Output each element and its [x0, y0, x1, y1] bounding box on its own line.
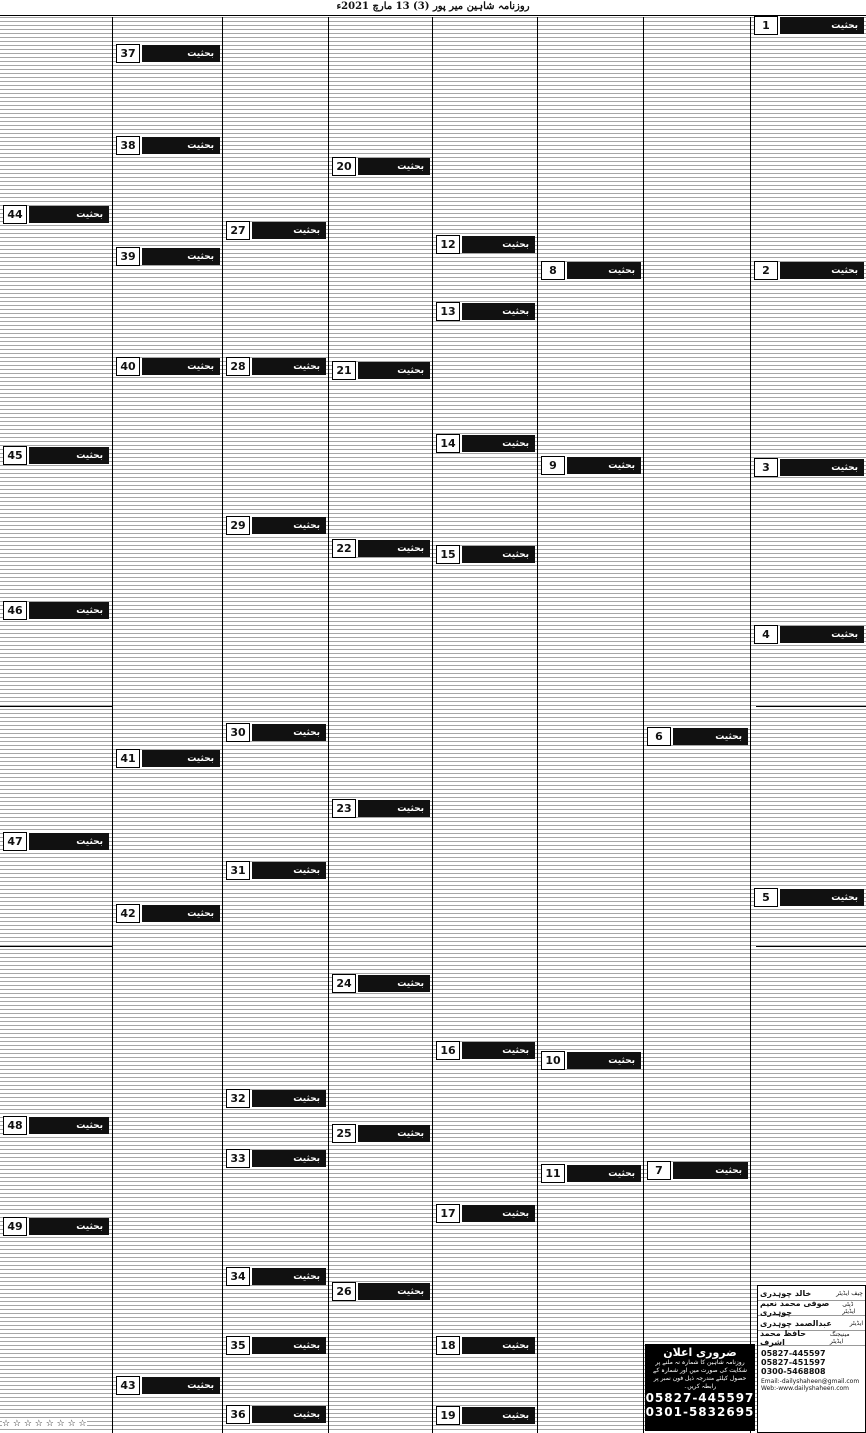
notice-box: [645, 1344, 755, 1431]
ad-box-bar: [462, 1407, 535, 1424]
ad-box-bar: [358, 540, 430, 557]
ad-box-8: [541, 262, 641, 279]
ad-box-bar: [358, 1125, 430, 1142]
column-1: [0, 17, 112, 1433]
phone-1: 05827-445597: [761, 1349, 826, 1358]
column-text: [329, 17, 433, 1433]
notice-title: ضروری اعلان: [663, 1346, 737, 1359]
ad-box-number: 25: [332, 1124, 356, 1143]
ad-box-bar: [462, 435, 535, 452]
ad-box-bar: [462, 1042, 535, 1059]
column-6: [537, 17, 644, 1433]
ad-box-number: 2: [754, 261, 778, 280]
ad-box-bar: [29, 1218, 109, 1235]
ad-box-bar: [142, 45, 220, 62]
ad-box-label: بحثیت: [76, 209, 103, 220]
ad-box-bar: [462, 303, 535, 320]
ad-box-label: بحثیت: [293, 225, 320, 236]
ad-box-label: بحثیت: [187, 251, 214, 262]
ad-box-label: بحثیت: [502, 239, 529, 250]
column-5: [432, 17, 538, 1433]
column-3: [222, 17, 329, 1433]
ad-box-number: 32: [226, 1089, 250, 1108]
ad-box-label: بحثیت: [187, 1380, 214, 1391]
ad-box-number: 39: [116, 247, 140, 266]
ad-box-number: 48: [3, 1116, 27, 1135]
deputy-role: ڈپٹی ایڈیٹر: [842, 1301, 856, 1315]
web-text: Web:-www.dailyshaheen.com: [761, 1385, 850, 1392]
ad-box-label: بحثیت: [76, 1120, 103, 1131]
ad-box-bar: [358, 158, 430, 175]
ad-box-number: 21: [332, 361, 356, 380]
ad-box-17: [436, 1205, 535, 1222]
ad-box-label: بحثیت: [831, 265, 858, 276]
ad-box-label: بحثیت: [76, 450, 103, 461]
ad-box-number: 4: [754, 625, 778, 644]
notice-phone-2: 0301-5832695: [645, 1405, 755, 1419]
ad-box-bar: [142, 137, 220, 154]
ad-box-number: 9: [541, 456, 565, 475]
section-divider: [756, 946, 866, 947]
ad-box-20: [332, 158, 430, 175]
deputy-name: صوفی محمد نعیم چوہدری: [760, 1299, 830, 1317]
column-text: [113, 17, 223, 1433]
ad-box-1: [754, 17, 864, 34]
ad-box-label: بحثیت: [187, 140, 214, 151]
ad-box-26: [332, 1283, 430, 1300]
ad-box-bar: [252, 1090, 326, 1107]
ad-box-27: [226, 222, 326, 239]
phone-2: 05827-451597: [761, 1358, 826, 1367]
ad-box-label: بحثیت: [502, 1340, 529, 1351]
ad-box-label: بحثیت: [397, 1128, 424, 1139]
ad-box-label: بحثیت: [187, 753, 214, 764]
ad-box-number: 36: [226, 1405, 250, 1424]
ad-box-6: [647, 728, 748, 745]
ad-box-label: بحثیت: [397, 803, 424, 814]
phone-3: 0300-5468808: [761, 1367, 826, 1376]
ad-box-13: [436, 303, 535, 320]
ad-box-label: بحثیت: [397, 978, 424, 989]
column-text: [538, 17, 644, 1433]
ad-box-label: بحثیت: [397, 365, 424, 376]
ad-box-number: 28: [226, 357, 250, 376]
section-divider: [756, 706, 866, 707]
ad-box-45: [3, 447, 109, 464]
ad-box-number: 31: [226, 861, 250, 880]
ad-box-bar: [780, 459, 864, 476]
ad-box-bar: [29, 602, 109, 619]
ad-box-bar: [252, 1406, 326, 1423]
ad-box-number: 14: [436, 434, 460, 453]
ad-box-22: [332, 540, 430, 557]
column-text: [644, 17, 751, 1433]
ad-box-bar: [567, 262, 641, 279]
ad-box-bar: [462, 546, 535, 563]
ad-box-bar: [462, 1205, 535, 1222]
ad-box-33: [226, 1150, 326, 1167]
notice-phone-1: 05827-445597: [645, 1391, 755, 1405]
ad-box-19: [436, 1407, 535, 1424]
ad-box-5: [754, 889, 864, 906]
ad-box-34: [226, 1268, 326, 1285]
column-8: [750, 17, 866, 1433]
ad-box-number: 13: [436, 302, 460, 321]
ad-box-41: [116, 750, 220, 767]
ad-box-label: بحثیت: [187, 908, 214, 919]
ad-box-number: 42: [116, 904, 140, 923]
ad-box-bar: [142, 358, 220, 375]
ad-box-29: [226, 517, 326, 534]
ad-box-label: بحثیت: [293, 1409, 320, 1420]
ad-box-number: 30: [226, 723, 250, 742]
imprint-box: [757, 1285, 866, 1433]
ad-box-number: 16: [436, 1041, 460, 1060]
email-text: Email:-dailyshaheen@gmail.com: [761, 1378, 860, 1385]
ad-box-48: [3, 1117, 109, 1134]
ad-box-10: [541, 1052, 641, 1069]
ad-box-label: بحثیت: [293, 1271, 320, 1282]
ad-box-15: [436, 546, 535, 563]
ad-box-2: [754, 262, 864, 279]
ad-box-number: 33: [226, 1149, 250, 1168]
ad-box-label: بحثیت: [608, 1055, 635, 1066]
ad-box-number: 40: [116, 357, 140, 376]
ad-box-bar: [252, 724, 326, 741]
ad-box-number: 11: [541, 1164, 565, 1183]
ad-box-bar: [780, 262, 864, 279]
ad-box-bar: [29, 1117, 109, 1134]
ad-box-bar: [29, 206, 109, 223]
ad-box-49: [3, 1218, 109, 1235]
ad-box-number: 34: [226, 1267, 250, 1286]
column-4: [328, 17, 433, 1433]
ad-box-bar: [252, 517, 326, 534]
manager-name: حافظ محمد اشرف: [760, 1329, 807, 1347]
ad-box-16: [436, 1042, 535, 1059]
ad-box-number: 26: [332, 1282, 356, 1301]
ad-box-7: [647, 1162, 748, 1179]
ad-box-number: 8: [541, 261, 565, 280]
ad-box-label: بحثیت: [293, 1153, 320, 1164]
ad-box-number: 10: [541, 1051, 565, 1070]
ad-box-18: [436, 1337, 535, 1354]
imprint-phones: [758, 1346, 865, 1392]
ad-box-number: 37: [116, 44, 140, 63]
ad-box-label: بحثیت: [293, 361, 320, 372]
ad-box-44: [3, 206, 109, 223]
ad-box-number: 20: [332, 157, 356, 176]
ad-box-bar: [567, 1165, 641, 1182]
ad-box-number: 15: [436, 545, 460, 564]
ad-box-bar: [252, 358, 326, 375]
ad-box-number: 49: [3, 1217, 27, 1236]
ad-box-label: بحثیت: [502, 438, 529, 449]
ad-box-number: 27: [226, 221, 250, 240]
ad-box-bar: [780, 17, 864, 34]
ad-box-number: 44: [3, 205, 27, 224]
ad-box-label: بحثیت: [76, 605, 103, 616]
footer-stars: ☆ ☆ ☆ ☆ ☆ ☆ ☆ ☆: [2, 1419, 87, 1429]
ad-box-label: بحثیت: [293, 1340, 320, 1351]
ad-box-9: [541, 457, 641, 474]
deputy-row: [758, 1301, 865, 1316]
ad-box-label: بحثیت: [293, 1093, 320, 1104]
ad-box-label: بحثیت: [76, 1221, 103, 1232]
column-2: [112, 17, 223, 1433]
ad-box-label: بحثیت: [608, 1168, 635, 1179]
ad-box-number: 22: [332, 539, 356, 558]
header-rule: [0, 15, 866, 16]
ad-box-47: [3, 833, 109, 850]
ad-box-30: [226, 724, 326, 741]
ad-box-number: 17: [436, 1204, 460, 1223]
ad-box-number: 5: [754, 888, 778, 907]
editor-role: ایڈیٹر: [849, 1319, 863, 1327]
ad-box-number: 23: [332, 799, 356, 818]
ad-box-number: 7: [647, 1161, 671, 1180]
section-divider: [0, 706, 112, 707]
ad-box-21: [332, 362, 430, 379]
ad-box-32: [226, 1090, 326, 1107]
ad-box-42: [116, 905, 220, 922]
ad-box-25: [332, 1125, 430, 1142]
ad-box-label: بحثیت: [715, 731, 742, 742]
ad-box-3: [754, 459, 864, 476]
ad-box-number: 29: [226, 516, 250, 535]
ad-box-46: [3, 602, 109, 619]
ad-box-number: 46: [3, 601, 27, 620]
ad-box-bar: [673, 728, 748, 745]
ad-box-label: بحثیت: [831, 20, 858, 31]
ad-box-label: بحثیت: [502, 1410, 529, 1421]
ad-box-number: 38: [116, 136, 140, 155]
ad-box-bar: [252, 1337, 326, 1354]
ad-box-bar: [780, 889, 864, 906]
ad-box-4: [754, 626, 864, 643]
chief-editor-role: چیف ایڈیٹر: [836, 1289, 863, 1297]
manager-row: [758, 1331, 865, 1346]
ad-box-label: بحثیت: [502, 306, 529, 317]
ad-box-bar: [358, 362, 430, 379]
ad-box-43: [116, 1377, 220, 1394]
ad-box-label: بحثیت: [397, 161, 424, 172]
ad-box-label: بحثیت: [76, 836, 103, 847]
ad-box-35: [226, 1337, 326, 1354]
ad-box-number: 3: [754, 458, 778, 477]
ad-box-bar: [142, 248, 220, 265]
notice-body: روزنامہ شاہین کا شمارہ نہ ملنے پر شکایت کی صورت میں اور شمارہ کے حصول کیلئے مندرجہ ذیل فون نمبر پر رابطہ کریں۔: [653, 1359, 747, 1390]
ad-box-bar: [252, 222, 326, 239]
ad-box-label: بحثیت: [293, 727, 320, 738]
ad-box-label: بحثیت: [715, 1165, 742, 1176]
ad-box-label: بحثیت: [502, 1045, 529, 1056]
ad-box-bar: [567, 1052, 641, 1069]
ad-box-label: بحثیت: [397, 1286, 424, 1297]
ad-box-label: بحثیت: [293, 865, 320, 876]
ad-box-bar: [142, 905, 220, 922]
ad-box-bar: [567, 457, 641, 474]
column-7: [643, 17, 751, 1433]
section-divider: [0, 946, 112, 947]
ad-box-bar: [673, 1162, 748, 1179]
ad-box-bar: [142, 750, 220, 767]
ad-box-36: [226, 1406, 326, 1423]
ad-box-24: [332, 975, 430, 992]
ad-box-38: [116, 137, 220, 154]
column-text: [751, 17, 866, 1433]
ad-box-label: بحثیت: [608, 460, 635, 471]
ad-box-label: بحثیت: [397, 543, 424, 554]
ad-box-bar: [462, 1337, 535, 1354]
ad-box-label: بحثیت: [187, 361, 214, 372]
ad-box-number: 12: [436, 235, 460, 254]
ad-box-bar: [142, 1377, 220, 1394]
manager-role: مینیجنگ ایڈیٹر: [829, 1331, 850, 1345]
ad-box-bar: [252, 862, 326, 879]
ad-box-bar: [252, 1150, 326, 1167]
ad-box-label: بحثیت: [502, 1208, 529, 1219]
ad-box-label: بحثیت: [187, 48, 214, 59]
ad-box-number: 41: [116, 749, 140, 768]
ad-box-37: [116, 45, 220, 62]
ad-box-label: بحثیت: [293, 520, 320, 531]
ad-box-12: [436, 236, 535, 253]
ad-box-14: [436, 435, 535, 452]
ad-box-number: 47: [3, 832, 27, 851]
ad-box-number: 1: [754, 16, 778, 35]
ad-box-label: بحثیت: [831, 462, 858, 473]
ad-box-bar: [462, 236, 535, 253]
ad-box-number: 35: [226, 1336, 250, 1355]
ad-box-bar: [29, 833, 109, 850]
ad-box-bar: [358, 975, 430, 992]
ad-box-number: 6: [647, 727, 671, 746]
ad-box-39: [116, 248, 220, 265]
ad-box-40: [116, 358, 220, 375]
ad-box-label: بحثیت: [831, 892, 858, 903]
ad-box-bar: [252, 1268, 326, 1285]
ad-box-11: [541, 1165, 641, 1182]
ad-box-number: 18: [436, 1336, 460, 1355]
ad-box-number: 43: [116, 1376, 140, 1395]
ad-box-bar: [358, 800, 430, 817]
ad-box-label: بحثیت: [831, 629, 858, 640]
chief-editor-name: خالد چوہدری: [760, 1288, 812, 1298]
editor-name: عبدالصمد چوہدری: [760, 1318, 832, 1328]
ad-box-label: بحثیت: [502, 549, 529, 560]
ad-box-number: 45: [3, 446, 27, 465]
page-header: روزنامہ شاہین میر پور (3) 13 مارچ 2021ء: [336, 1, 530, 12]
ad-box-label: بحثیت: [608, 265, 635, 276]
ad-box-bar: [780, 626, 864, 643]
ad-box-23: [332, 800, 430, 817]
ad-box-number: 24: [332, 974, 356, 993]
ad-box-31: [226, 862, 326, 879]
ad-box-28: [226, 358, 326, 375]
ad-box-number: 19: [436, 1406, 460, 1425]
ad-box-bar: [358, 1283, 430, 1300]
ad-box-bar: [29, 447, 109, 464]
